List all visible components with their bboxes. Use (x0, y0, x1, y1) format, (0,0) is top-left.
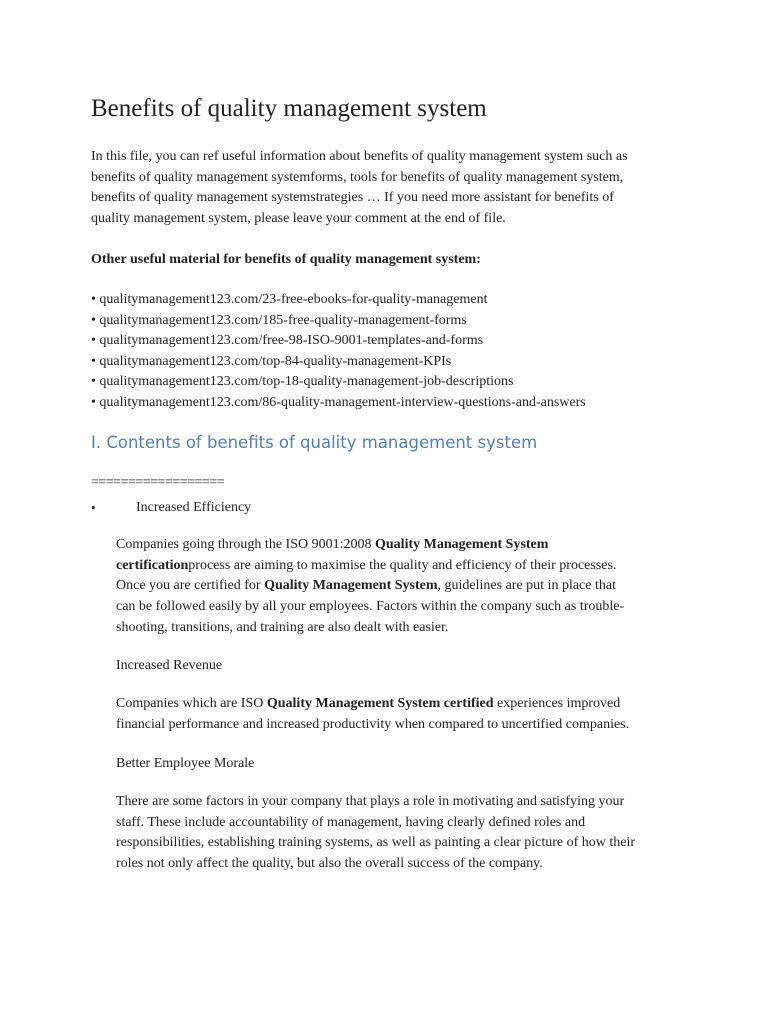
paragraph-line: roles not only affect the quality, but also the overall success of the company. (116, 856, 543, 872)
intro-line: benefits of quality management systemforms, tools for benefits of quality management system, (91, 169, 624, 185)
paragraph-line: financial performance and increased productivity when compared to uncertified companies. (116, 716, 630, 732)
paragraph-line: can be followed easily by all your employees. Factors within the company such as trouble- (116, 599, 625, 615)
bullet-label: Increased Efficiency (136, 500, 252, 515)
paragraph-line (116, 535, 691, 556)
section-heading: I. Contents of benefits of quality management system (91, 433, 538, 452)
text-run: Companies which are ISO (116, 696, 267, 711)
resource-link-list (91, 290, 586, 414)
text-run: experiences improved (493, 696, 621, 711)
text-run: Companies going through the ISO 9001:2008 (116, 537, 375, 552)
bold-run: Quality Management System certified (266, 696, 494, 711)
bold-run: certification (116, 557, 189, 573)
revenue-paragraph (116, 694, 691, 735)
efficiency-paragraph (116, 535, 691, 639)
revenue-subheading: Increased Revenue (116, 658, 223, 673)
morale-paragraph (116, 792, 691, 875)
bold-run: Quality Management System (375, 537, 549, 552)
paragraph-line (116, 556, 691, 577)
paragraph-line: shooting, transitions, and training are also dealt with easier. (116, 619, 449, 635)
resource-link[interactable]: • qualitymanagement123.com/free-98-ISO-9001-templates-and-forms (91, 333, 484, 349)
intro-line: benefits of quality management systemstrategies … If you need more assistant for benefits of (91, 190, 614, 206)
text-run: , guidelines are put in place that (437, 578, 616, 594)
resource-link[interactable]: • qualitymanagement123.com/185-free-quality-management-forms (91, 312, 467, 328)
intro-line: In this file, you can ref useful information about benefits of quality management system such as (91, 149, 628, 164)
intro-paragraph (91, 147, 691, 230)
bold-run: Quality Management System (264, 578, 438, 594)
resource-link[interactable]: • qualitymanagement123.com/top-84-quality-management-KPIs (91, 353, 452, 369)
paragraph-line (116, 694, 691, 715)
text-run: process are aiming to maximise the quality and efficiency of their processes. (188, 557, 617, 573)
bullet-icon: • (91, 500, 96, 515)
morale-subheading: Better Employee Morale (116, 756, 255, 771)
resource-link[interactable]: • qualitymanagement123.com/top-18-quality-management-job-descriptions (91, 374, 514, 390)
paragraph-line: staff. These include accountability of management, having clearly defined roles and (116, 814, 586, 830)
document-title: Benefits of quality management system (91, 95, 487, 122)
resource-link[interactable]: • qualitymanagement123.com/86-quality-management-interview-questions-and-answers (91, 394, 586, 410)
paragraph-line (116, 576, 691, 597)
text-divider: ================== (91, 475, 225, 490)
other-materials-heading: Other useful material for benefits of quality management system: (91, 252, 481, 267)
resource-link[interactable]: • qualitymanagement123.com/23-free-ebooks-for-quality-management (91, 292, 488, 307)
paragraph-line: There are some factors in your company that plays a role in motivating and satisfying your (116, 794, 625, 809)
intro-line: quality management system, please leave your comment at the end of file. (91, 211, 506, 227)
paragraph-line: responsibilities, establishing training systems, as well as painting a clear picture of how their (116, 835, 636, 851)
text-run: Once you are certified for (116, 578, 265, 594)
